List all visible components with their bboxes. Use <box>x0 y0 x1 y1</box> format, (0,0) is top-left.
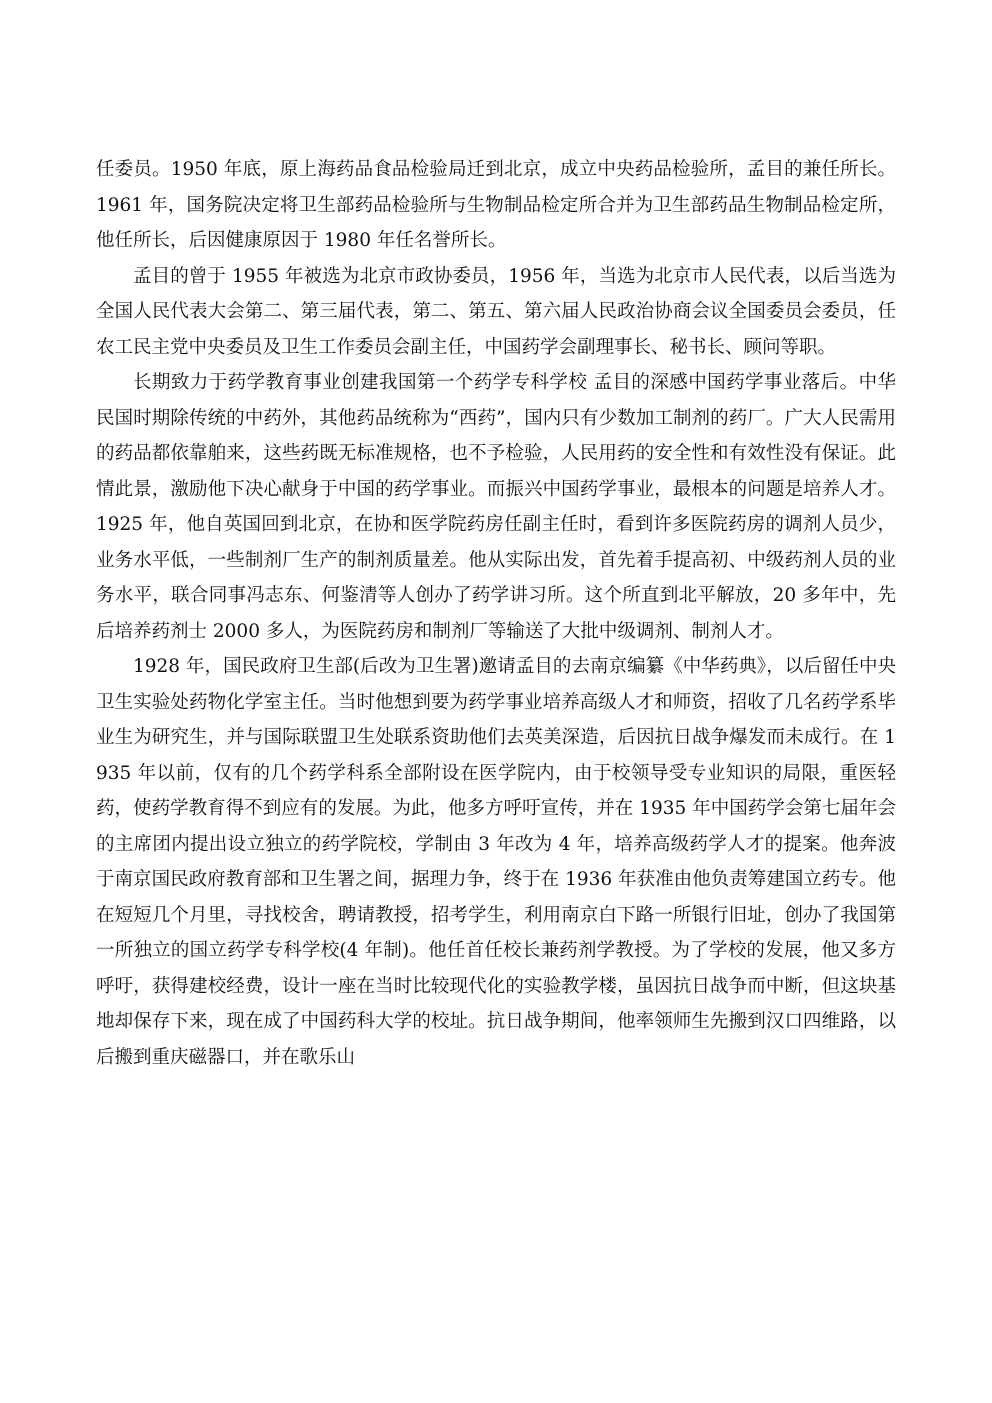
paragraph-2: 孟目的曾于 1955 年被选为北京市政协委员，1956 年，当选为北京市人民代表，以后当选为全国人民代表大会第二、第三届代表，第二、第五、第六届人民政治协商会议全国委员会委员，任农工民主党中央委员及卫生工作委员会副主任，中国药学会副理事长、秘书长、顾问等职。 <box>96 265 896 358</box>
paragraph-3: 长期致力于药学教育事业创建我国第一个药学专科学校 孟目的深感中国药学事业落后。中华民国时期除传统的中药外，其他药品统称为“西药”，国内只有少数加工制剂的药厂。广大人民需用的药品都依靠舶来，这些药既无标准规格，也不予检验，人民用药的安全性和有效性没有保证。此情此景，激励他下决心献身于中国的药学事业。而振兴中国药学事业，最根本的问题是培养人才。1925 年，他自英国回到北京，在协和医学院药房任副主任时，看到许多医院药房的调剂人员少，业务水平低，一些制剂厂生产的制剂质量差。他从实际出发，首先着手提高初、中级药剂人员的业务水平，联合同事冯志东、何鉴清等人创办了药学讲习所。这个所直到北平解放，20 多年中，先后培养药剂士 2000 多人，为医院药房和制剂厂等输送了大批中级调剂、制剂人才。 <box>96 372 896 642</box>
document-body <box>96 152 896 1075</box>
paragraph-4: 1928 年，国民政府卫生部(后改为卫生署)邀请孟目的去南京编纂《中华药典》，以后留任中央卫生实验处药物化学室主任。当时他想到要为药学事业培养高级人才和师资，招收了几名药学系毕业生为研究生，并与国际联盟卫生处联系资助他们去英美深造，后因抗日战争爆发而未成行。在 1935 年以前，仅有的几个药学科系全部附设在医学院内，由于校领导受专业知识的局限，重医轻药，使药学教育得不到应有的发展。为此，他多方呼吁宣传，并在 1935 年中国药学会第七届年会的主席团内提出设立独立的药学院校，学制由 3 年改为 4 年，培养高级药学人才的提案。他奔波于南京国民政府教育部和卫生署之间，据理力争，终于在 1936 年获准由他负责筹建国立药专。他在短短几个月里，寻找校舍，聘请教授，招考学生，利用南京白下路一所银行旧址，创办了我国第一所独立的国立药学专科学校(4 年制)。他任首任校长兼药剂学教授。为了学校的发展，他又多方呼吁，获得建校经费，设计一座在当时比较现代化的实验教学楼，虽因抗日战争而中断，但这块基地却保存下来，现在成了中国药科大学的校址。抗日战争期间，他率领师生先搬到汉口四维路，以后搬到重庆磁器口，并在歌乐山 <box>96 656 896 1068</box>
paragraph-1: 任委员。1950 年底，原上海药品食品检验局迁到北京，成立中央药品检验所，孟目的兼任所长。1961 年，国务院决定将卫生部药品检验所与生物制品检定所合并为卫生部药品生物制品检定所，他任所长，后因健康原因于 1980 年任名誉所长。 <box>96 159 896 251</box>
